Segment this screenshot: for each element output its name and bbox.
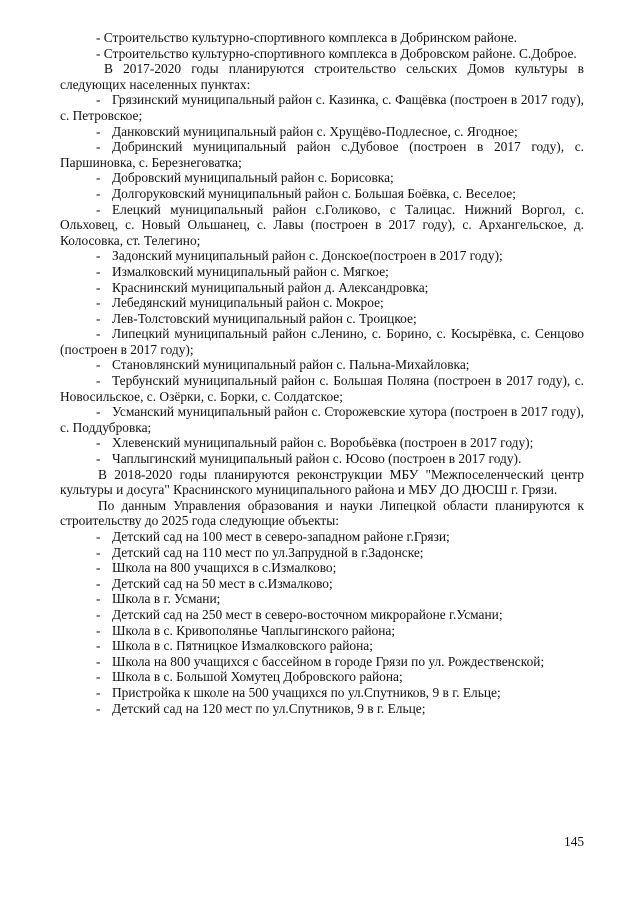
edu-list-item (60, 669, 584, 685)
dash-bullet: - (96, 310, 101, 326)
dk-list-item (60, 248, 584, 264)
dash-bullet: - (96, 451, 101, 467)
dk-list-item (60, 280, 584, 296)
edu-heading: По данным Управления образования и науки Липецкой области планируются к строительству до 2025 года следующие объекты: (60, 497, 584, 529)
dash-bullet: - (96, 92, 101, 108)
edu-list-item-text: Детский сад на 120 мест по ул.Спутников, 9 в г. Ельце; (112, 700, 426, 716)
dk-list-item (60, 295, 584, 311)
dk-list-item (60, 202, 584, 249)
dk-list-item (60, 264, 584, 280)
dk-list-item (60, 311, 584, 327)
edu-list-item (60, 654, 584, 670)
edu-list-item-text: Детский сад на 100 мест в северо-западном районе г.Грязи; (112, 529, 450, 544)
dk-list-item-text: Лев-Толстовский муниципальный район с. Троицкое; (112, 310, 417, 326)
dk-list-item (60, 373, 584, 404)
edu-list-item (60, 685, 584, 701)
dk-list-item-text: Тербунский муниципальный район с. Большая Поляна (построен в 2017 году), с. Новосильское, с. Озёрки, с. Борки, с. Солдатское; (60, 373, 584, 404)
dk-list-item (60, 170, 584, 186)
dk-list-item (60, 139, 584, 170)
reconstruction-paragraph: В 2018-2020 годы планируются реконструкции МБУ "Межпоселенческий центр культуры и досуга" Краснинского муниципального района и МБУ ДО ДЮСШ г. Грязи. (60, 466, 584, 498)
edu-list-item (60, 545, 584, 561)
page-number: 145 (564, 834, 585, 849)
dash-bullet: - (96, 684, 101, 700)
dash-bullet: - (96, 575, 101, 591)
dash-bullet: - (96, 638, 101, 654)
edu-list-item-text: Школа в с. Большой Хомутец Добровского района; (112, 669, 403, 685)
edu-list-item (60, 701, 584, 717)
dk-list (60, 92, 584, 466)
dk-list-item-text: Измалковский муниципальный район с. Мягкое; (112, 263, 389, 279)
intro-paragraph-1: - Строительство культурно-спортивного комплекса в Добринском районе. (96, 30, 518, 45)
dk-list-item-text: Лебедянский муниципальный район с. Мокрое; (112, 295, 384, 311)
dk-list-item-text: Хлевенский муниципальный район с. Воробьёвка (построен в 2017 году); (112, 435, 534, 451)
edu-list-item-text: Школа в г. Усмани; (112, 591, 221, 607)
dash-bullet: - (96, 591, 101, 607)
dk-list-item-text: Задонский муниципальный район с. Донское(построен в 2017 году); (112, 248, 503, 264)
dk-list-item-text: Данковский муниципальный район с. Хрущёво-Подлесное, с. Ягодное; (112, 123, 518, 139)
dk-list-item-text: Краснинский муниципальный район д. Александровка; (112, 279, 429, 295)
edu-list-item (60, 529, 584, 545)
dk-list-item (60, 326, 584, 357)
edu-list (60, 529, 584, 716)
dash-bullet: - (96, 326, 101, 342)
edu-list-item-text: Пристройка к школе на 500 учащихся по ул.Спутников, 9 в г. Ельце; (112, 684, 501, 700)
dash-bullet: - (96, 263, 101, 279)
dk-list-item-text: Елецкий муниципальный район с.Голиково, с Талицас. Нижний Воргол, с. Ольховец, с. Новый Ольшанец, с. Лавы (построен в 2017 году), с. Архангельское, д. Колосовка, ст. Телегино; (60, 201, 584, 248)
dash-bullet: - (96, 529, 101, 544)
edu-list-item-text: Школа в с. Пятницкое Измалковского района; (112, 638, 373, 654)
dk-heading: В 2017-2020 годы планируются строительство сельских Домов культуры в следующих населенных пунктах: (60, 61, 584, 92)
edu-list-item (60, 623, 584, 639)
dk-list-item-text: Становлянский муниципальный район с. Пальна-Михайловка; (112, 357, 470, 373)
dash-bullet: - (96, 185, 101, 201)
edu-list-item-text: Школа на 800 учащихся в с.Измалково; (112, 560, 337, 576)
dash-bullet: - (96, 669, 101, 685)
dash-bullet: - (96, 248, 101, 264)
dk-list-item-text: Грязинский муниципальный район с. Казинка, с. Фащёвка (построен в 2017 году), с. Петровское; (60, 92, 584, 123)
edu-list-item-text: Детский сад на 250 мест в северо-восточном микрорайоне г.Усмани; (112, 606, 503, 622)
dash-bullet: - (96, 560, 101, 576)
edu-list-item-text: Детский сад на 110 мест по ул.Запрудной в г.Задонске; (112, 544, 424, 560)
edu-list-item (60, 607, 584, 623)
dk-list-item (60, 435, 584, 451)
dash-bullet: - (96, 123, 101, 139)
dk-list-item-text: Усманский муниципальный район с. Сторожевские хутора (построен в 2017 году), с. Поддубровка; (60, 404, 584, 435)
dk-list-item-text: Липецкий муниципальный район с.Ленино, с. Борино, с. Косырёвка, с. Сенцово (построен в 2017 году); (60, 326, 584, 357)
dk-list-item (60, 451, 584, 467)
edu-list-item-text: Детский сад на 50 мест в с.Измалково; (112, 575, 333, 591)
edu-list-item-text: Школа в с. Кривополянье Чаплыгинского района; (112, 622, 396, 638)
dash-bullet: - (96, 295, 101, 311)
dash-bullet: - (96, 435, 101, 451)
edu-list-item (60, 576, 584, 592)
dash-bullet: - (96, 404, 101, 420)
dash-bullet: - (96, 170, 101, 186)
dash-bullet: - (96, 606, 101, 622)
dk-list-item (60, 357, 584, 373)
dash-bullet: - (96, 700, 101, 716)
document-page (60, 30, 584, 716)
dash-bullet: - (96, 544, 101, 560)
edu-list-item (60, 638, 584, 654)
dash-bullet: - (96, 373, 101, 389)
edu-list-item-text: Школа на 800 учащихся с бассейном в городе Грязи по ул. Рождественской; (112, 653, 545, 669)
dk-list-item-text: Чаплыгинский муниципальный район с. Юсово (построен в 2017 году). (112, 451, 522, 467)
dk-list-item-text: Добровский муниципальный район с. Борисовка; (112, 170, 394, 186)
dash-bullet: - (96, 139, 101, 155)
dash-bullet: - (96, 622, 101, 638)
dk-list-item (60, 186, 584, 202)
dk-list-item-text: Добринский муниципальный район с.Дубовое (построен в 2017 году), с. Паршиновка, с. Березнеговатка; (60, 139, 584, 170)
dk-list-item (60, 404, 584, 435)
dash-bullet: - (96, 279, 101, 295)
dk-list-item (60, 124, 584, 140)
dk-list-item (60, 92, 584, 123)
dash-bullet: - (96, 653, 101, 669)
dash-bullet: - (96, 201, 101, 217)
edu-list-item (60, 560, 584, 576)
dk-list-item-text: Долгоруковский муниципальный район с. Большая Боёвка, с. Веселое; (112, 185, 516, 201)
intro-paragraph-2: - Строительство культурно-спортивного комплекса в Добровском районе. С.Доброе. (96, 45, 577, 61)
edu-list-item (60, 591, 584, 607)
dash-bullet: - (96, 357, 101, 373)
